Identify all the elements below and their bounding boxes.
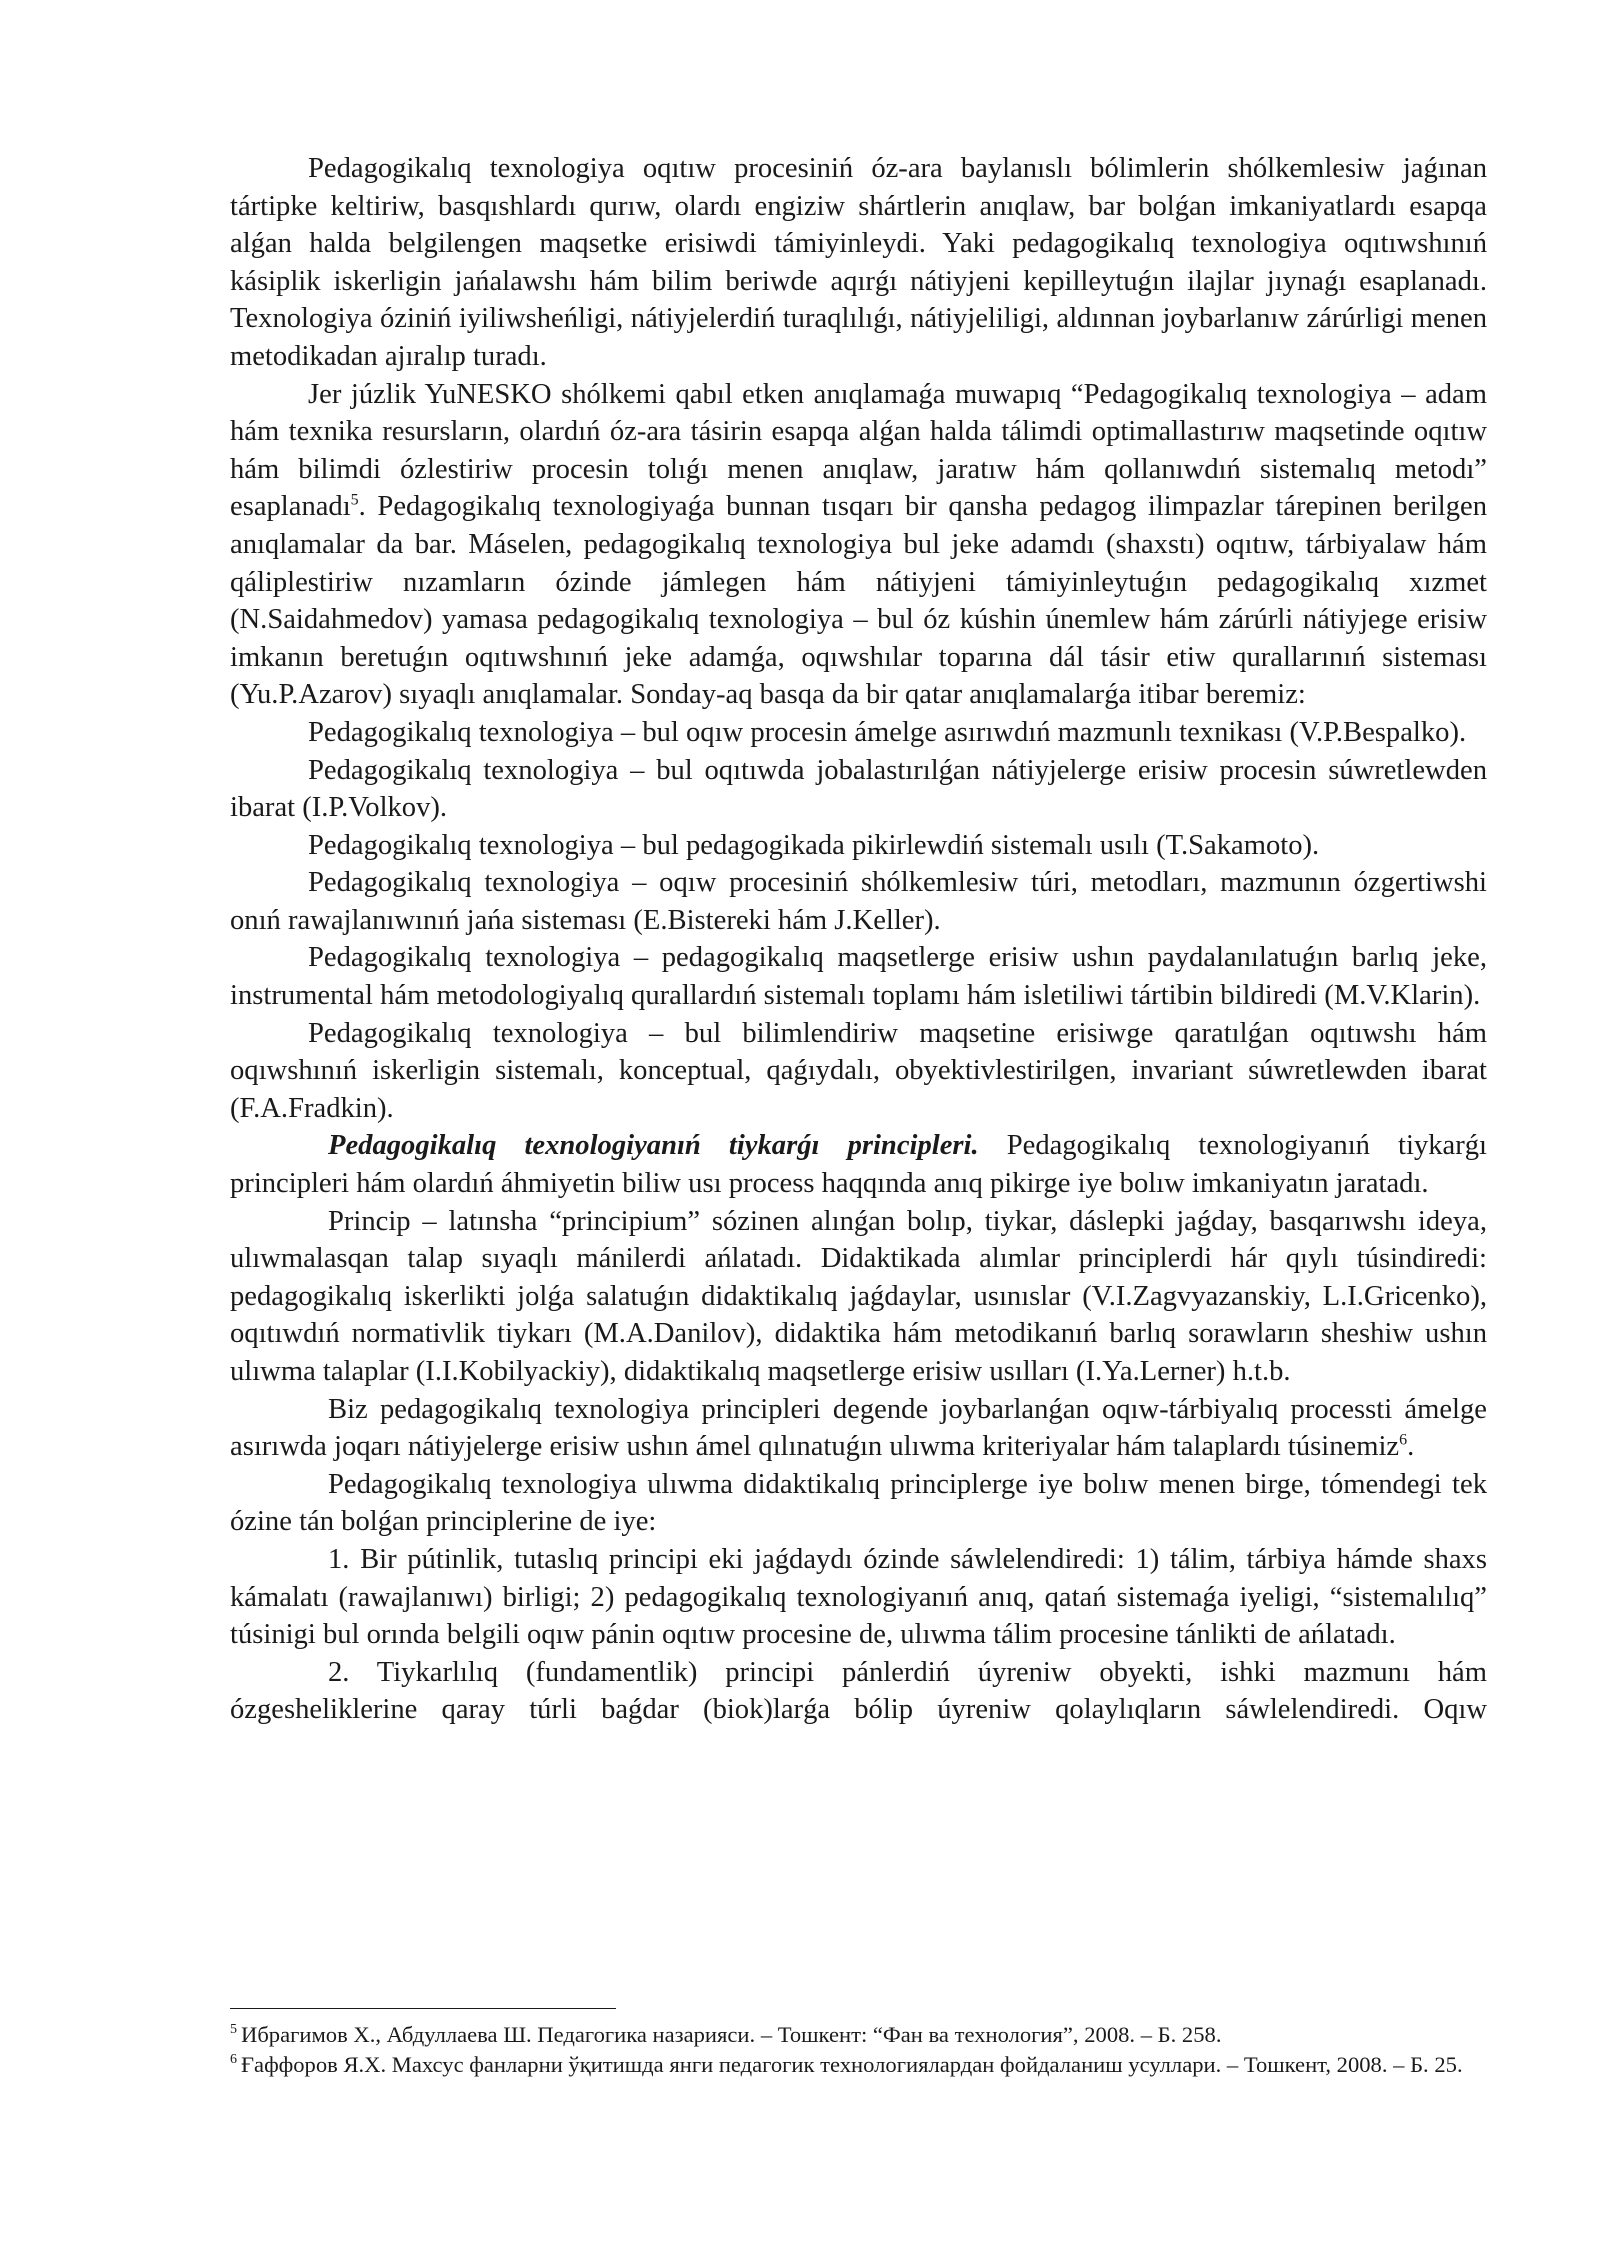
paragraph-2: Jer júzlik YuNESKO shólkemi qabıl etken anıqlamaǵa muwapıq “Pedagogikalıq texnologiya – adam hám texnika resursların, olardıń óz-ara tásirin esapqa alǵan halda tálimdi optimallastırıw maqsetinde oqıtıw hám bilimdi ózlestiriw procesin tolıǵı menen anıqlaw, jaratıw hám qollanıwdıń sistemalıq metodı” esaplanadı$^5$. Pedagogikalıq texnologiyaǵa bunnan tısqarı bir qansha pedagog ilimpazlar tárepinen berilgen anıqlamalar da bar. Máselen, pedagogikalıq texnologiya bul jeke adamdı (shaxstı) oqıtıw, tárbiyalaw hám qáliplestiriw nızamların ózinde jámlegen hám nátiyjeni támiyinleytuǵın pedagogikalıq xızmet (N.Saidahmedov) yamasa pedagogikalıq texnologiya – bul óz kúshin únemlew hám zárúrli nátiyjege erisiw imkanın beretuǵın oqıtıwshınıń jeke adamǵa, oqıwshılar toparına dál tásir etiw qurallarınıń sisteması (Yu.P.Azarov) sıyaqlı anıqlamalar. Sonday-aq basqa da bir qatar anıqlamalarǵa itibar beremiz:: [230, 378, 1487, 711]
paragraph-11: Biz pedagogikalıq texnologiya principleri degende joybarlanǵan oqıw-tárbiyalıq processti ámelge asırıwda joqarı nátiyjelerge erisiw ushın ámel qılınatuǵın ulıwma kriteriyalar hám talaplardı túsinemiz$^6$.: [230, 1393, 1487, 1463]
paragraph-12: Pedagogikalıq texnologiya ulıwma didaktikalıq principlerge iye bolıw menen birge, tómendegi tek ózine tán bolǵan principlerine de iye:: [230, 1468, 1487, 1538]
paragraph-14: 2. Tiykarlılıq (fundamentlik) principi pánlerdiń úyreniw obyekti, ishki mazmunı hám ózgesheliklerine qaray túrli baǵdar (biok)larǵa bólip úyreniw qolaylıqların sáwlelendiredi. Oqıw: [230, 1656, 1487, 1726]
paragraph-1: Pedagogikalıq texnologiya oqıtıw procesiniń óz-ara baylanıslı bólimlerin shólkemlesiw jaǵınan tártipke keltiriw, basqıshlardı qurıw, olardı engiziw shártlerin anıqlaw, bar bolǵan imkaniyatlardı esapqa alǵan halda belgilengen maqsetke erisiwdi támiyinleydi. Yaki pedagogikalıq texnologiya oqıtıwshınıń kásiplik iskerligin jańalawshı hám bilim beriwde aqırǵı nátiyjeni kepilleytuǵın ilajlar jıynaǵı esaplanadı. Texnologiya óziniń iyiliwsheńligi, nátiyjelerdiń turaqlılıǵı, nátiyjeliligi, aldınnan joybarlanıw zárúrligi menen metodikadan ajıralıp turadı.: [230, 153, 1487, 372]
paragraph-6: Pedagogikalıq texnologiya – oqıw procesiniń shólkemlesiw túri, metodları, mazmunın ózgertiwshi onıń rawajlanıwınıń jańa sisteması (E.Bistereki hám J.Keller).: [230, 867, 1487, 936]
paragraph-4: Pedagogikalıq texnologiya – bul oqıtıwda jobalastırılǵan nátiyjelerge erisiw procesin súwretlewden ibarat (I.P.Volkov).: [230, 754, 1487, 824]
paragraph-9: Pedagogikalıq texnologiyanıń tiykarǵı principleri. Pedagogikalıq texnologiyanıń tiykarǵı principleri hám olardıń áhmiyetin biliw usı process haqqında anıq pikirge iye bolıw imkaniyatın jaratadı.: [230, 1130, 1487, 1200]
footnotes: [230, 2020, 1487, 2080]
paragraph-7: Pedagogikalıq texnologiya – pedagogikalıq maqsetlerge erisiw ushın paydalanılatuǵın barlıq jeke, instrumental hám metodologiyalıq qurallardıń sistemalı toplamı hám isletiliwi tártibin bildiredi (M.V.Klarin).: [230, 942, 1487, 1012]
footnote-5: $^5$ Ибрагимов Х., Абдуллаева Ш. Педагогика назарияси. – Тошкент: “Фан ва технология”, 2008. – Б. 258.: [230, 2022, 1222, 2047]
paragraph-13: 1. Bir pútinlik, tutaslıq principi eki jaǵdaydı ózinde sáwlelendiredi: 1) tálim, tárbiya hámde shaxs kámalatı (rawajlanıwı) birligi; 2) pedagogikalıq texnologiyanıń anıq, qatań sistemaǵa iyeligi, “sistemalılıq” túsinigi bul orında belgili oqıw pánin oqıtıw procesine de, ulıwma tálim procesine tánlikti de ańlatadı.: [230, 1543, 1487, 1651]
paragraph-8: Pedagogikalıq texnologiya – bul bilimlendiriw maqsetine erisiwge qaratılǵan oqıtıwshı hám oqıwshınıń iskerligin sistemalı, konceptual, qaǵıydalı, obyektivlestirilgen, invariant súwretlewden ibarat (F.A.Fradkin).: [230, 1017, 1487, 1124]
paragraph-5: Pedagogikalıq texnologiya – bul pedagogikada pikirlewdiń sistemalı usılı (T.Sakamoto).: [308, 829, 1320, 861]
footnote-number: 5: [230, 2022, 237, 2038]
section-heading: Pedagogikalıq texnologiyanıń tiykarǵı principleri.: [328, 1130, 979, 1162]
footnote-ref-6[interactable]: 6: [1399, 1431, 1408, 1449]
body-text: [230, 150, 1487, 1729]
paragraph-3: Pedagogikalıq texnologiya – bul oqıw procesin ámelge asırıwdıń mazmunlı texnikası (V.P.Bespalko).: [308, 716, 1467, 748]
paragraph-10: Princip – latınsha “principium” sózinen alınǵan bolıp, tiykar, dáslepki jaǵday, basqarıwshı ideya, ulıwmalasqan talap sıyaqlı mánilerdi ańlatadı. Didaktikada alımlar principlerdi hár qıylı túsindiredi: pedagogikalıq iskerlikti jolǵa salatuǵın didaktikalıq jaǵdaylar, usınıslar (V.I.Zagvyazanskiy, L.I.Gricenko), oqıtıwdıń normativlik tiykarı (M.A.Danilov), didaktika hám metodikanıń barlıq sorawların sheshiw ushın ulıwma talaplar (I.I.Kobilyackiy), didaktikalıq maqsetlerge erisiw usılları (I.Ya.Lerner) h.t.b.: [230, 1205, 1487, 1387]
footnote-6: $^6$ Ғаффоров Я.Х. Махсус фанларни ўқитишда янги педагогик технологиялардан фойдаланиш усуллари. – Тошкент, 2008. – Б. 25.: [230, 2052, 1463, 2077]
footnote-ref-5[interactable]: 5: [350, 491, 359, 509]
footnote-number: 6: [230, 2052, 237, 2068]
footnote-separator: [230, 2008, 616, 2009]
